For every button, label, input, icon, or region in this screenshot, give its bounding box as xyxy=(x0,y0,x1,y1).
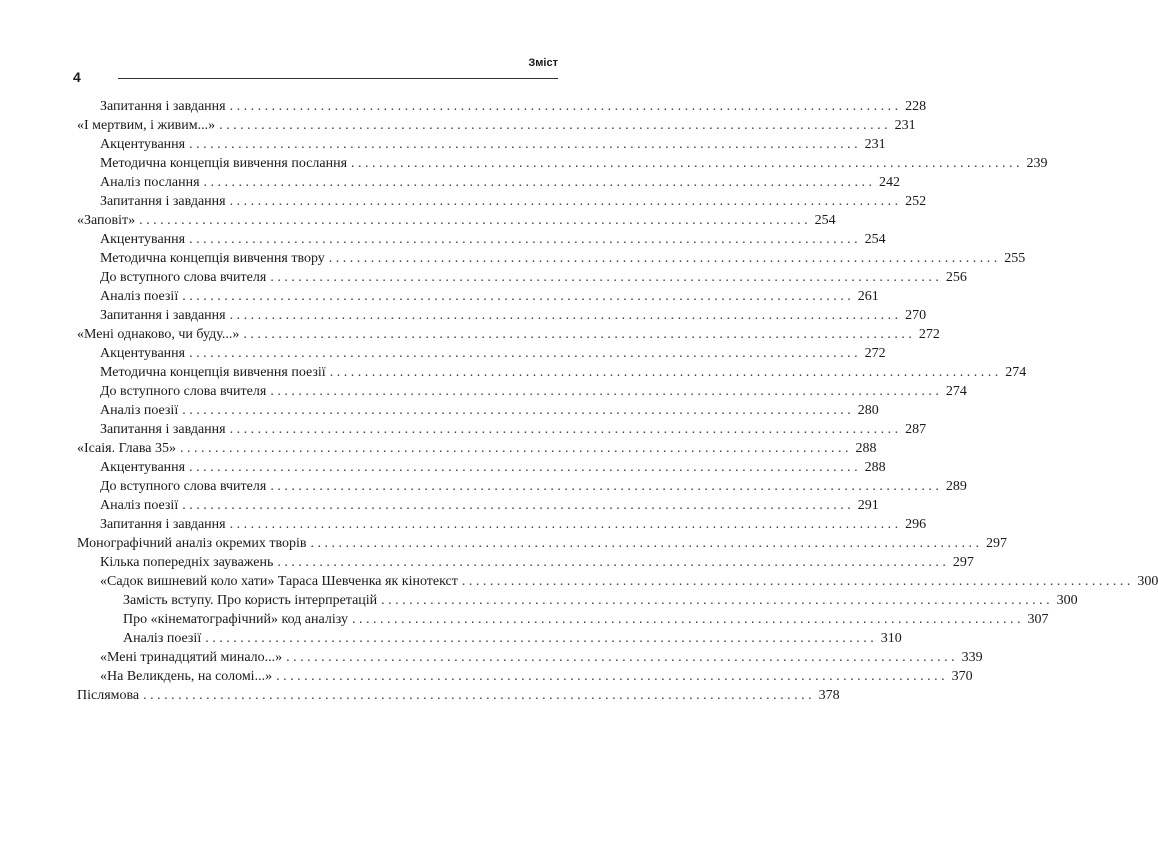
dot-leader xyxy=(272,667,947,686)
dot-leader xyxy=(178,401,853,420)
header-rule xyxy=(118,78,558,79)
toc-entry[interactable] xyxy=(77,97,927,116)
dot-leader xyxy=(201,629,876,648)
dot-leader xyxy=(348,610,1023,629)
toc-entry-page: 274 xyxy=(1005,365,1027,380)
toc-entry-page: 254 xyxy=(864,232,886,247)
toc-entry-page: 239 xyxy=(1026,156,1048,171)
toc-entry-title: «Садок вишневий коло хати» Тараса Шевченка як кінотекст xyxy=(100,574,458,589)
dot-leader xyxy=(215,116,890,135)
dot-leader xyxy=(185,135,860,154)
toc-entry-title: Про «кінематографічний» код аналізу xyxy=(123,612,348,627)
dot-leader xyxy=(185,458,860,477)
toc-entry[interactable] xyxy=(77,173,901,192)
toc-entry-page: 252 xyxy=(905,194,927,209)
toc-entry[interactable] xyxy=(77,572,1158,591)
toc-entry[interactable] xyxy=(77,591,1078,610)
toc-entry-title: Кілька попередніх зауважень xyxy=(100,555,274,570)
toc-entry[interactable] xyxy=(77,477,967,496)
toc-entry-page: 254 xyxy=(814,213,836,228)
toc-entry-title: «І мертвим, і живим...» xyxy=(77,118,216,133)
toc-entry-title: Післямова xyxy=(77,688,140,703)
toc-entry-title: «Заповіт» xyxy=(77,213,136,228)
toc-entry-title: «Мені тринадцятий минало...» xyxy=(100,650,283,665)
toc-entry-page: 280 xyxy=(857,403,879,418)
dot-leader xyxy=(176,439,851,458)
running-title: Зміст xyxy=(528,57,558,69)
toc-entry[interactable] xyxy=(77,154,1048,173)
dot-leader xyxy=(325,249,1000,268)
toc-entry-page: 231 xyxy=(864,137,886,152)
toc-entry[interactable] xyxy=(77,629,902,648)
dot-leader xyxy=(306,534,981,553)
dot-leader xyxy=(266,477,941,496)
toc-entry-title: Запитання і завдання xyxy=(100,422,226,437)
toc-entry-page: 288 xyxy=(855,441,877,456)
toc-entry[interactable] xyxy=(77,135,886,154)
toc-entry[interactable] xyxy=(77,439,877,458)
toc-entry-title: Монографічний аналіз окремих творів xyxy=(77,536,307,551)
toc-entry-page: 297 xyxy=(952,555,974,570)
toc-entry-page: 287 xyxy=(905,422,927,437)
toc-entry-title: До вступного слова вчителя xyxy=(100,270,267,285)
toc-entry[interactable] xyxy=(77,553,974,572)
toc-entry-page: 256 xyxy=(945,270,967,285)
toc-entry-page: 291 xyxy=(857,498,879,513)
dot-leader xyxy=(326,363,1001,382)
toc-entry[interactable] xyxy=(77,382,967,401)
toc-entry-page: 255 xyxy=(1004,251,1026,266)
dot-leader xyxy=(178,496,853,515)
dot-leader xyxy=(178,287,853,306)
toc-entry[interactable] xyxy=(77,667,973,686)
dot-leader xyxy=(226,192,901,211)
dot-leader xyxy=(377,591,1052,610)
toc-entry-title: До вступного слова вчителя xyxy=(100,384,267,399)
toc-entry-title: «На Великдень, на соломі...» xyxy=(100,669,273,684)
toc-entry[interactable] xyxy=(77,401,879,420)
toc-entry[interactable] xyxy=(77,458,886,477)
table-of-contents xyxy=(77,97,1158,705)
toc-entry-title: До вступного слова вчителя xyxy=(100,479,267,494)
toc-entry-page: 300 xyxy=(1137,574,1158,589)
toc-entry-title: Акцентування xyxy=(100,346,186,361)
toc-entry-page: 289 xyxy=(945,479,967,494)
toc-entry-title: Замість вступу. Про користь інтерпретацій xyxy=(123,593,378,608)
dot-leader xyxy=(185,230,860,249)
toc-entry[interactable] xyxy=(77,420,927,439)
toc-entry[interactable] xyxy=(77,325,940,344)
toc-entry-page: 378 xyxy=(818,688,840,703)
dot-leader xyxy=(139,686,814,705)
toc-entry-title: Аналіз поезії xyxy=(123,631,202,646)
toc-entry-title: Акцентування xyxy=(100,232,186,247)
dot-leader xyxy=(239,325,914,344)
dot-leader xyxy=(266,268,941,287)
toc-entry-page: 307 xyxy=(1027,612,1049,627)
toc-entry-title: Методична концепція вивчення твору xyxy=(100,251,325,266)
toc-entry-title: Аналіз поезії xyxy=(100,403,179,418)
toc-entry-page: 370 xyxy=(951,669,973,684)
toc-entry[interactable] xyxy=(77,610,1049,629)
toc-entry[interactable] xyxy=(77,306,927,325)
dot-leader xyxy=(200,173,875,192)
toc-entry[interactable] xyxy=(77,344,886,363)
toc-entry-page: 242 xyxy=(879,175,901,190)
toc-entry-title: «Ісаія. Глава 35» xyxy=(77,441,176,456)
toc-entry[interactable] xyxy=(77,230,886,249)
toc-entry[interactable] xyxy=(77,211,836,230)
toc-entry-title: Запитання і завдання xyxy=(100,517,226,532)
toc-entry[interactable] xyxy=(77,496,879,515)
toc-entry-page: 296 xyxy=(905,517,927,532)
toc-entry-title: Аналіз послання xyxy=(100,175,200,190)
toc-entry[interactable] xyxy=(77,648,983,667)
toc-entry-title: Запитання і завдання xyxy=(100,99,226,114)
toc-entry-page: 288 xyxy=(864,460,886,475)
toc-entry-page: 231 xyxy=(894,118,916,133)
toc-entry-page: 270 xyxy=(905,308,927,323)
toc-entry-page: 300 xyxy=(1056,593,1078,608)
dot-leader xyxy=(458,572,1133,591)
toc-entry-title: Методична концепція вивчення послання xyxy=(100,156,348,171)
toc-entry-title: Аналіз поезії xyxy=(100,289,179,304)
dot-leader xyxy=(135,211,810,230)
toc-entry[interactable] xyxy=(77,192,927,211)
toc-entry[interactable] xyxy=(77,116,916,135)
dot-leader xyxy=(282,648,957,667)
toc-entry[interactable] xyxy=(77,268,967,287)
dot-leader xyxy=(347,154,1022,173)
toc-entry-title: Методична концепція вивчення поезії xyxy=(100,365,326,380)
toc-entry-title: Акцентування xyxy=(100,460,186,475)
toc-entry[interactable] xyxy=(77,287,879,306)
toc-entry-title: Аналіз поезії xyxy=(100,498,179,513)
toc-entry[interactable] xyxy=(77,515,927,534)
toc-entry[interactable] xyxy=(77,363,1027,382)
toc-entry[interactable] xyxy=(77,686,840,705)
dot-leader xyxy=(226,306,901,325)
toc-entry-title: Акцентування xyxy=(100,137,186,152)
dot-leader xyxy=(185,344,860,363)
dot-leader xyxy=(226,97,901,116)
toc-entry[interactable] xyxy=(77,534,1007,553)
toc-entry-title: «Мені однаково, чи буду...» xyxy=(77,327,240,342)
toc-entry-page: 310 xyxy=(880,631,902,646)
toc-entry-page: 228 xyxy=(905,99,927,114)
toc-entry-page: 272 xyxy=(864,346,886,361)
page-number: 4 xyxy=(73,69,81,85)
toc-entry-page: 339 xyxy=(961,650,983,665)
dot-leader xyxy=(226,420,901,439)
toc-entry[interactable] xyxy=(77,249,1026,268)
toc-entry-title: Запитання і завдання xyxy=(100,194,226,209)
dot-leader xyxy=(266,382,941,401)
dot-leader xyxy=(226,515,901,534)
toc-entry-page: 274 xyxy=(945,384,967,399)
toc-entry-page: 297 xyxy=(985,536,1007,551)
dot-leader xyxy=(273,553,948,572)
toc-entry-page: 261 xyxy=(857,289,879,304)
toc-entry-page: 272 xyxy=(918,327,940,342)
toc-entry-title: Запитання і завдання xyxy=(100,308,226,323)
